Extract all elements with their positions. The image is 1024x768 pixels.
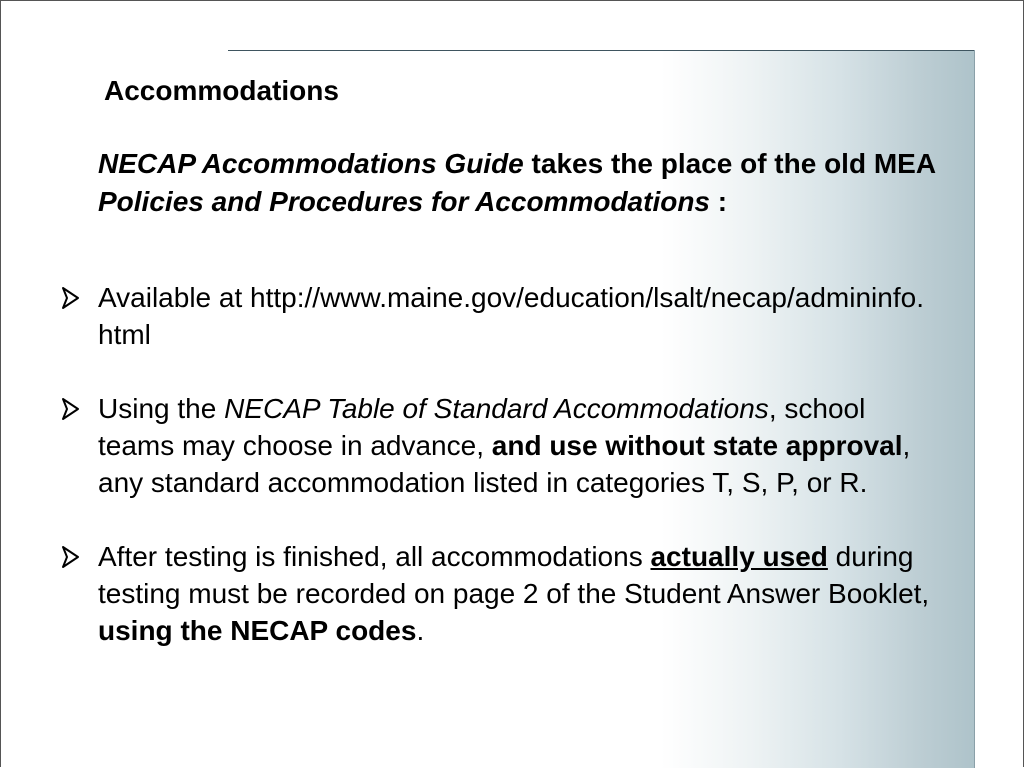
- bullet-2-lead: Using the: [98, 393, 225, 424]
- arrow-bullet-icon: [60, 396, 82, 422]
- bullet-3-bold: using the NECAP codes: [98, 615, 417, 646]
- bullet-recording: [58, 538, 938, 649]
- bullet-3-lead: After testing is finished, all accommodations: [98, 541, 651, 572]
- guide-url-link[interactable]: http://www.maine.gov/education/lsalt/necap/admininfo.html: [98, 282, 924, 350]
- arrow-bullet-icon: [60, 544, 82, 570]
- intro-paragraph: [98, 145, 938, 221]
- bullet-3-text-2: .: [416, 615, 425, 646]
- guide-title: NECAP Accommodations Guide: [98, 148, 524, 179]
- standard-table-title: NECAP Table of Standard Accommodations: [224, 393, 769, 424]
- intro-text-1: takes the place of the old MEA: [523, 148, 936, 179]
- bullet-1-lead: Available at: [98, 282, 251, 313]
- bullet-availability: [58, 279, 938, 353]
- intro-text-2: :: [710, 186, 728, 217]
- bullet-3-text-1: during testing must be recorded on page 2 of the Student Answer Booklet,: [98, 541, 930, 609]
- slide-title: Accommodations: [104, 75, 339, 106]
- bullet-3-emphasis: actually used: [650, 541, 828, 572]
- bullet-2-bold: and use without state approval: [491, 430, 903, 461]
- panel-top-rule: [228, 50, 974, 51]
- old-policy-title: Policies and Procedures for Accommodations: [98, 186, 711, 217]
- bullet-standard-table: [58, 390, 938, 501]
- bullet-2-text-2: , any standard accommodation listed in categories T, S, P, or R.: [98, 430, 911, 498]
- arrow-bullet-icon: [60, 285, 82, 311]
- bullet-2-text-1: , school teams may choose in advance,: [98, 393, 866, 461]
- bullet-list: [58, 279, 938, 686]
